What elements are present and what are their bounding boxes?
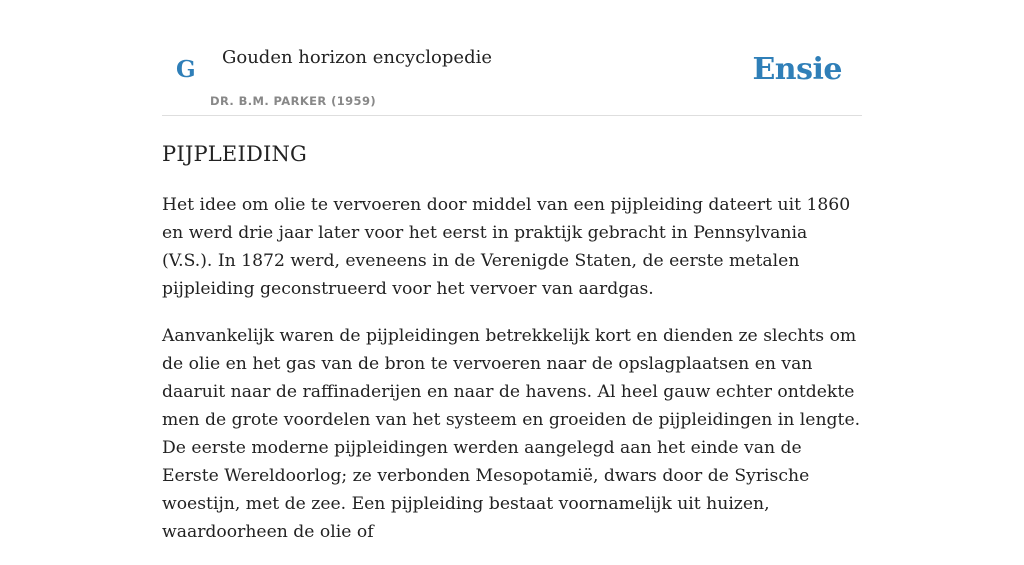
article-title: PIJPLEIDING — [162, 142, 308, 166]
article-paragraph-2: Aanvankelijk waren de pijpleidingen betrekkelijk kort en dienden ze slechts om de olie en het gas van de bron te vervoeren naar de opslagplaatsen en van daaruit naar de raffinaderijen en naar de havens. Al heel gauw echter ontdekte men de grote voordelen van het systeem en groeiden de pijpleidingen in lengte. De eerste moderne pijpleidingen werden aangelegd aan het einde van de Eerste Wereldoorlog; ze verbonden Mesopotamië, dwars door de Syrische woestijn, met de zee. Een pijpleiding bestaat voornamelijk uit huizen, waardoorheen de olie of — [162, 326, 861, 542]
book-author: DR. B.M. PARKER (1959) — [210, 94, 377, 108]
article — [162, 139, 862, 565]
book-title: Gouden horizon encyclopedie — [222, 47, 492, 68]
article-paragraph-1: Het idee om olie te vervoeren door middel van een pijpleiding dateert uit 1860 en werd drie jaar later voor het eerst in praktijk gebracht in Pennsylvania (V.S.). In 1872 werd, eveneens in de Verenigde Staten, de eerste metalen pijpleiding geconstrueerd voor het vervoer van aardgas. — [162, 195, 851, 299]
book-logo[interactable]: G — [176, 56, 196, 83]
brand-logo[interactable]: Ensie — [752, 52, 842, 87]
page-header — [162, 0, 862, 116]
